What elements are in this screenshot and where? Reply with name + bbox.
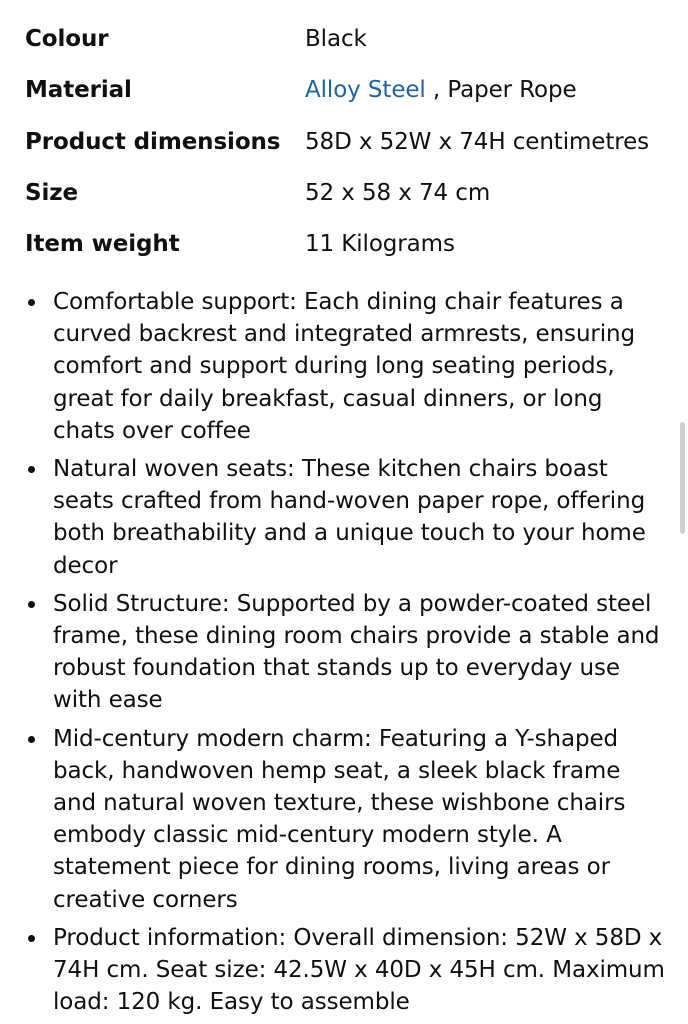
spec-row-material bbox=[25, 69, 675, 120]
feature-bullet-text: Comfortable support: Each dining chair features a curved backrest and integrated armrests, ensuring comfort and support during long seating periods, great for daily breakfast, casual dinners, or long chats over coffee bbox=[53, 289, 636, 444]
material-rest: , Paper Rope bbox=[425, 77, 577, 104]
spec-row-size bbox=[25, 172, 675, 223]
bullet-dot-icon bbox=[28, 466, 35, 473]
spec-value: 11 Kilograms bbox=[305, 231, 455, 258]
spec-value bbox=[305, 69, 577, 111]
spec-value: 58D x 52W x 74H centimetres bbox=[305, 128, 650, 155]
product-specs-table bbox=[25, 18, 675, 274]
feature-bullet-text: Solid Structure: Supported by a powder-coated steel frame, these dining room chairs provide a stable and robust foundation that stands up to everyday use with ease bbox=[53, 590, 660, 714]
vertical-scrollbar[interactable] bbox=[680, 422, 685, 534]
spec-row-dimensions bbox=[25, 121, 675, 172]
bullet-dot-icon bbox=[28, 736, 35, 743]
spec-label: Item weight bbox=[25, 231, 180, 258]
spec-value: Black bbox=[305, 26, 367, 52]
feature-bullet bbox=[0, 286, 688, 447]
feature-bullet-list bbox=[0, 286, 688, 1024]
spec-label: Product dimensions bbox=[25, 128, 281, 155]
bullet-dot-icon bbox=[28, 299, 35, 306]
spec-label: Material bbox=[25, 77, 132, 104]
spec-row-item-weight bbox=[25, 223, 675, 274]
feature-bullet-text: Product information: Overall dimension: 52W x 58D x 74H cm. Seat size: 42.5W x 40D x 45H cm. Maximum load: 120 kg. Easy to assemble bbox=[53, 924, 665, 1016]
spec-value: 52 x 58 x 74 cm bbox=[305, 179, 491, 206]
feature-bullet bbox=[0, 922, 688, 1019]
bullet-dot-icon bbox=[28, 935, 35, 942]
feature-bullet bbox=[0, 588, 688, 717]
material-link[interactable]: Alloy Steel bbox=[305, 77, 426, 104]
spec-label: Size bbox=[25, 179, 79, 206]
spec-row-colour bbox=[25, 18, 675, 69]
feature-bullet-text: Mid-century modern charm: Featuring a Y-shaped back, handwoven hemp seat, a sleek black frame and natural woven texture, these wishbone chairs embody classic mid-century modern style. A statement piece for dining rooms, living areas or creative corners bbox=[53, 725, 626, 913]
bullet-dot-icon bbox=[28, 601, 35, 608]
feature-bullet bbox=[0, 453, 688, 582]
feature-bullet bbox=[0, 723, 688, 916]
feature-bullet-text: Natural woven seats: These kitchen chairs boast seats crafted from hand-woven paper rope, offering both breathability and a unique touch to your home decor bbox=[53, 456, 646, 579]
spec-label: Colour bbox=[25, 26, 109, 52]
